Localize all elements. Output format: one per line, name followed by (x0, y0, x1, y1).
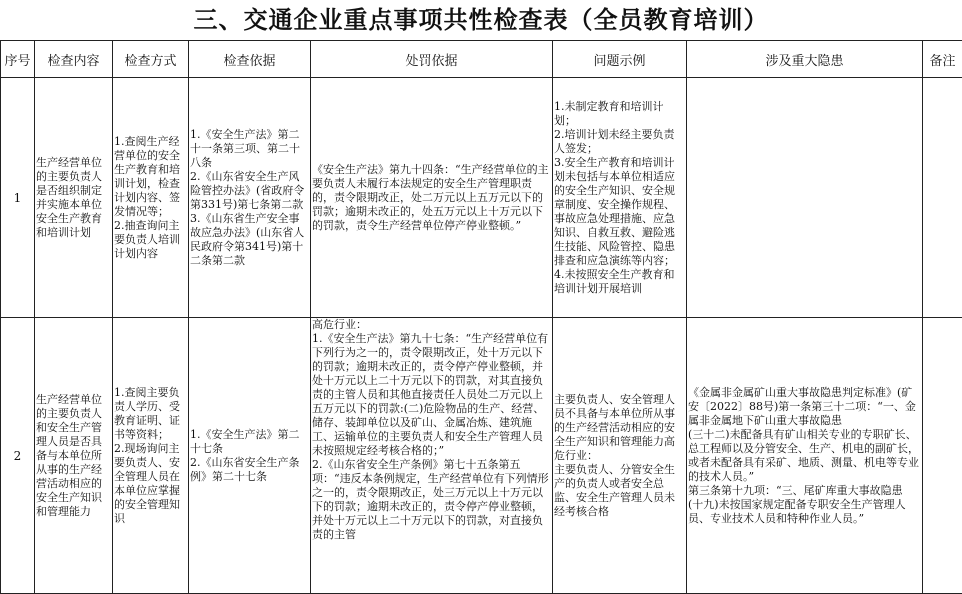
header-hazard: 涉及重大隐患 (687, 41, 923, 78)
major-hazard: 《金属非金属矿山重大事故隐患判定标准》(矿安〔2022〕88号)第一条第三十二项：“一、金属非金属地下矿山重大事故隐患 (三十二)未配备具有矿山相关专业的专职矿长、总工程师以及分管安全、生产、机电的副矿长，或者未配备具有采矿、地质、测量、机电等专业的技术人员。” 第三条第十九项：“三、尾矿库重大事故隐患 (十九)未按国家规定配备专职安全生产管理人员、专业技术人员和特种作业人员。” (687, 318, 923, 594)
penalty-basis: 高危行业： 1.《安全生产法》第九十七条：“生产经营单位有下列行为之一的，责令限期改正，处十万元以下的罚款；逾期未改正的，责令停产停业整顿，并处十万元以上二十万元以下的罚款，对其直接负责的主管人员和其他直接责任人员处二万元以上五万元以下的罚款:(二)危险物品的生产、经营、储存、装卸单位以及矿山、金属冶炼、建筑施工、运输单位的主要负责人和安全生产管理人员未按照规定经考核合格的；” 2.《山东省安全生产条例》第七十五条第五项：“违反本条例规定，生产经营单位有下列情形之一的，责令限期改正，处三万元以上十万元以下的罚款；逾期未改正的，责令停产停业整顿，并处十万元以上二十万元以下的罚款，对直接负责的主管 (311, 318, 553, 594)
remark (923, 78, 962, 318)
table-row (1, 78, 962, 318)
check-content: 生产经营单位的主要负责人和安全生产管理人员是否具备与本单位所从事的生产经营活动相应的安全生产知识和管理能力 (35, 318, 113, 594)
check-method: 1.查阅生产经营单位的安全生产教育和培训计划，检查计划内容、签发情况等； 2.抽查询问主要负责人培训计划内容 (113, 78, 189, 318)
header-examples: 问题示例 (553, 41, 687, 78)
header-content: 检查内容 (35, 41, 113, 78)
inspection-table (0, 40, 962, 594)
row-no: 2 (1, 318, 35, 594)
check-method: 1.查阅主要负责人学历、受教育证明、证书等资料； 2.现场询问主要负责人、安全管理人员在本单位应掌握的安全管理知识 (113, 318, 189, 594)
row-no: 1 (1, 78, 35, 318)
page-title: 三、交通企业重点事项共性检查表（全员教育培训） (193, 6, 769, 34)
major-hazard (687, 78, 923, 318)
check-basis: 1.《安全生产法》第二十七条 2.《山东省安全生产条例》第二十七条 (189, 318, 311, 594)
penalty-basis: 《安全生产法》第九十四条：“生产经营单位的主要负责人未履行本法规定的安全生产管理职责的，责令限期改正，处二万元以上五万元以下的罚款；逾期未改正的，处五万元以上十万元以下的罚款，责令生产经营单位停产停业整顿。” (311, 78, 553, 318)
problem-examples: 1.未制定教育和培训计划； 2.培训计划未经主要负责人签发； 3.安全生产教育和培训计划未包括与本单位相适应的安全生产知识、安全规章制度、安全操作规程、事故应急处理措施、应急知识、自救互救、避险逃生技能、风险管控、隐患排查和应急演练等内容； 4.未按照安全生产教育和培训计划开展培训 (553, 78, 687, 318)
header-penalty: 处罚依据 (311, 41, 553, 78)
header-no: 序号 (1, 41, 35, 78)
header-row (1, 41, 962, 78)
header-remark: 备注 (923, 41, 962, 78)
problem-examples: 主要负责人、安全管理人员不具备与本单位所从事的生产经营活动相应的安全生产知识和管理能力高危行业： 主要负责人、分管安全生产的负责人或者安全总监、安全生产管理人员未经考核合格 (553, 318, 687, 594)
header-method: 检查方式 (113, 41, 189, 78)
header-basis: 检查依据 (189, 41, 311, 78)
check-basis: 1.《安全生产法》第二十一条第三项、第二十八条 2.《山东省安全生产风险管控办法》(省政府令第331号)第七条第二款 3.《山东省生产安全事故应急办法》(山东省人民政府令第341号)第十二条第二款 (189, 78, 311, 318)
remark (923, 318, 962, 594)
table-row (1, 318, 962, 594)
check-content: 生产经营单位的主要负责人是否组织制定并实施本单位安全生产教育和培训计划 (35, 78, 113, 318)
